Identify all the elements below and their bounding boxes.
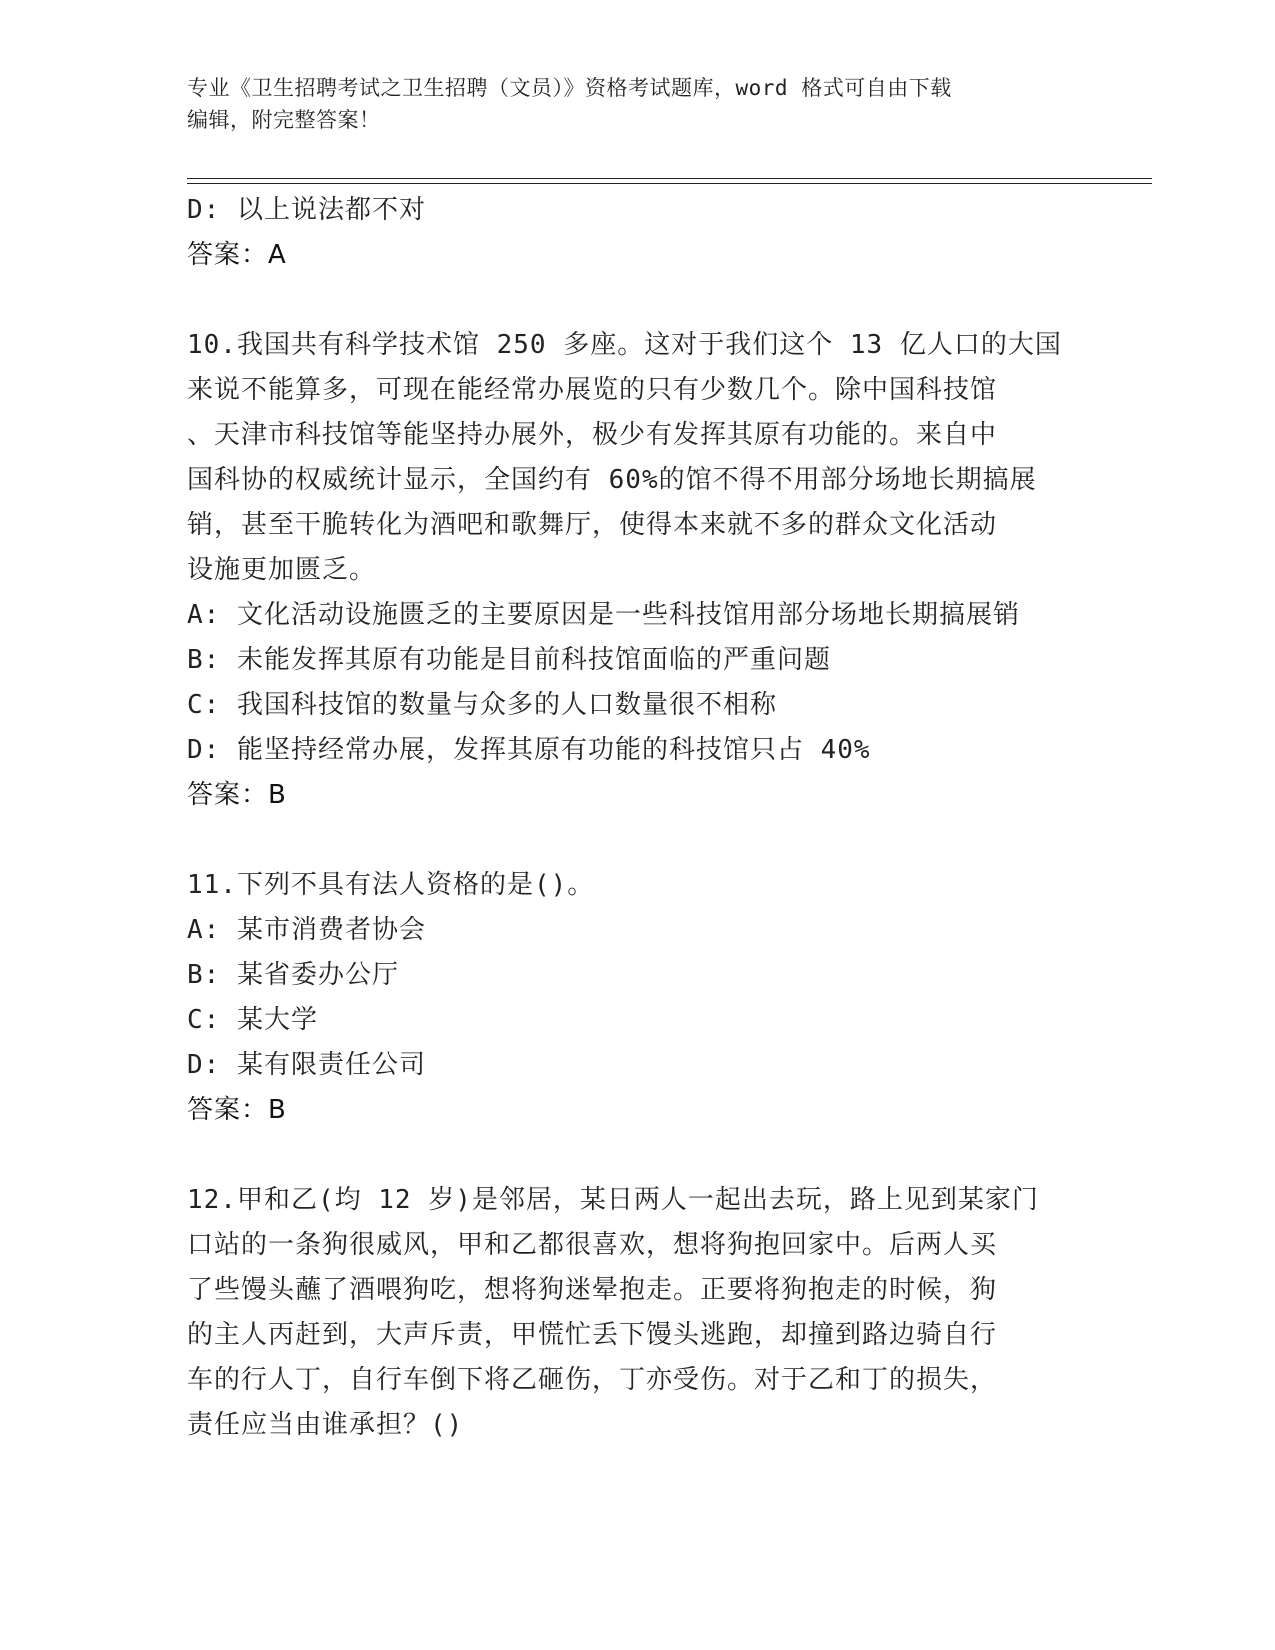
header-divider-bottom: [187, 183, 1152, 184]
answer-label: 答案：A: [187, 240, 287, 270]
question-stem-line: 责任应当由谁承担？(): [187, 1410, 464, 1440]
question-stem-line: 了些馒头蘸了酒喂狗吃，想将狗迷晕抱走。正要将狗抱走的时候，狗: [187, 1275, 998, 1305]
option-d: D: 以上说法都不对: [187, 195, 426, 225]
question-stem-line: 口站的一条狗很威风，甲和乙都很喜欢，想将狗抱回家中。后两人买: [187, 1230, 998, 1260]
spacer: [187, 1133, 1087, 1178]
question-stem-line: 10.我国共有科学技术馆 250 多座。这对于我们这个 13 亿人口的大国: [187, 330, 1062, 360]
answer-label: 答案：B: [187, 1095, 287, 1125]
question-stem-line: 国科协的权威统计显示，全国约有 60%的馆不得不用部分场地长期搞展: [187, 465, 1037, 495]
option-a: A: 文化活动设施匮乏的主要原因是一些科技馆用部分场地长期搞展销: [187, 600, 1020, 630]
spacer: [187, 278, 1087, 323]
option-d: D: 某有限责任公司: [187, 1050, 426, 1080]
header-divider-top: [187, 178, 1152, 179]
option-c: C: 某大学: [187, 1005, 318, 1035]
header-line-2: 编辑，附完整答案！: [187, 108, 381, 132]
question-stem-line: 车的行人丁，自行车倒下将乙砸伤，丁亦受伤。对于乙和丁的损失，: [187, 1365, 998, 1395]
question-stem-line: 的主人丙赶到，大声斥责，甲慌忙丢下馒头逃跑，却撞到路边骑自行: [187, 1320, 998, 1350]
option-c: C: 我国科技馆的数量与众多的人口数量很不相称: [187, 690, 777, 720]
question-stem-line: 设施更加匮乏。: [187, 555, 377, 585]
question-9: [187, 188, 1087, 278]
header-line-1: 专业《卫生招聘考试之卫生招聘（文员）》资格考试题库，word 格式可自由下载: [187, 76, 952, 100]
answer-label: 答案：B: [187, 780, 287, 810]
option-a: A: 某市消费者协会: [187, 915, 426, 945]
question-stem-line: 12.甲和乙(均 12 岁)是邻居，某日两人一起出去玩，路上见到某家门: [187, 1185, 1039, 1215]
page-header: [187, 72, 1067, 136]
question-stem-line: 来说不能算多，可现在能经常办展览的只有少数几个。除中国科技馆: [187, 375, 998, 405]
document-body: [187, 188, 1087, 1448]
question-11: [187, 863, 1087, 1133]
question-12: [187, 1178, 1087, 1448]
question-stem-line: 、天津市科技馆等能坚持办展外，极少有发挥其原有功能的。来自中: [187, 420, 998, 450]
option-b: B: 某省委办公厅: [187, 960, 399, 990]
question-stem-line: 11.下列不具有法人资格的是()。: [187, 870, 595, 900]
question-10: [187, 323, 1087, 818]
option-d: D: 能坚持经常办展，发挥其原有功能的科技馆只占 40%: [187, 735, 871, 765]
option-b: B: 未能发挥其原有功能是目前科技馆面临的严重问题: [187, 645, 831, 675]
question-stem-line: 销，甚至干脆转化为酒吧和歌舞厅，使得本来就不多的群众文化活动: [187, 510, 998, 540]
spacer: [187, 818, 1087, 863]
